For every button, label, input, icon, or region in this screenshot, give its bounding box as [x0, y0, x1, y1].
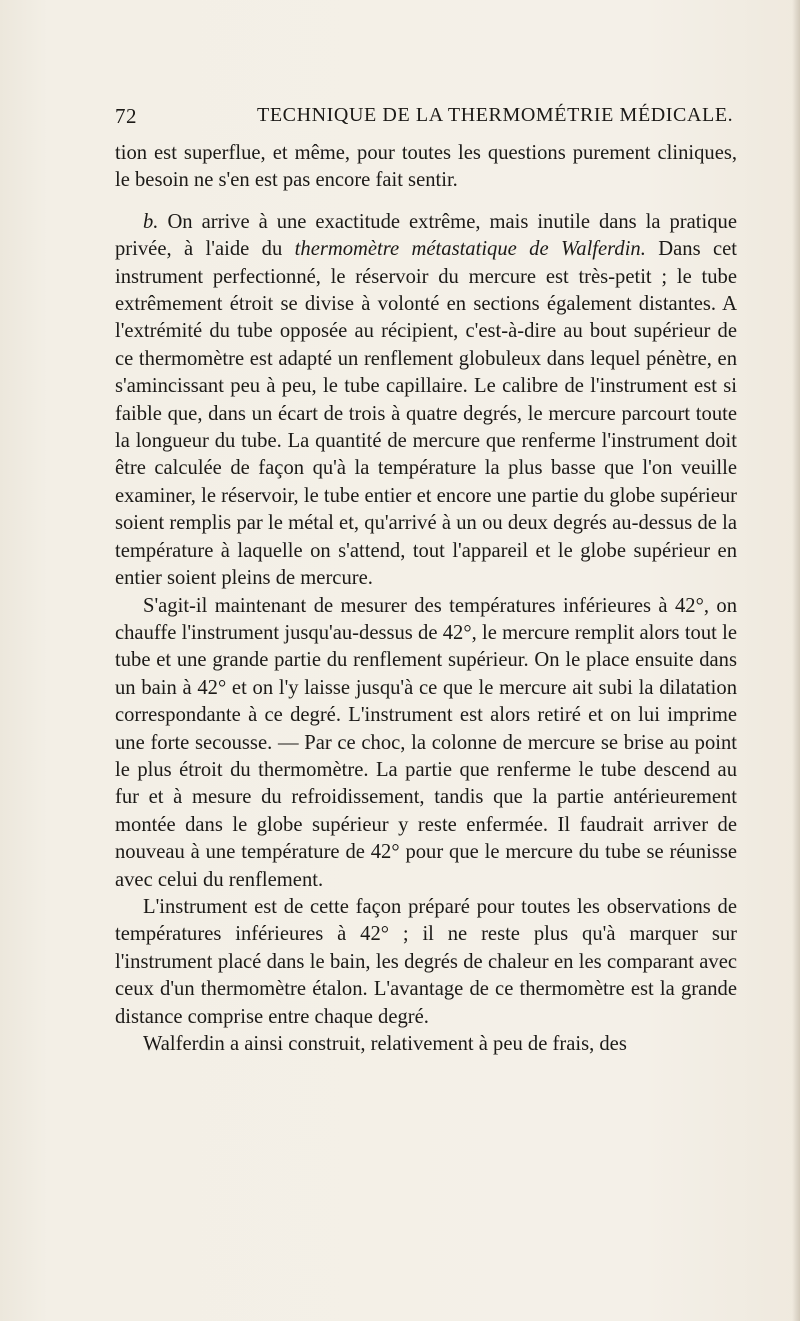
- paragraph-continuation: tion est superflue, et même, pour toutes les questions purement cliniques, le besoin ne s'en est pas encore fait sentir.: [115, 142, 737, 192]
- paragraph-calibration: L'instrument est de cette façon préparé pour toutes les observations de températures inférieures à 42° ; il ne reste plus qu'à marquer sur l'instrument placé dans le bain, les degrés de chaleur en les comparant avec ceux d'un thermomètre étalon. L'avantage de ce thermomètre est la grande distance comprise entre chaque degré.: [115, 895, 737, 1028]
- paragraph-walferdin-intro: b. On arrive à une exactitude extrême, mais inutile dans la pratique privée, à l'aide du thermomètre métastatique de Walferdin. Dans cet instrument perfectionné, le réservoir du mercure est très-petit ; le tube extrêmement étroit se divise à volonté en sections également distantes. A l'extrémité du tube opposée au récipient, c'est-à-dire au bout supérieur de ce thermomètre est adapté un renflement globuleux dans lequel pénètre, en s'amincissant peu à peu, le tube capillaire. Le calibre de l'instrument est si faible que, dans un écart de trois à quatre degrés, le mercure parcourt toute la longueur du tube. La quantité de mercure que renferme l'instrument doit être calculée de façon qu'à la température la plus basse que l'on veuille examiner, le réservoir, le tube entier et encore une partie du globe supérieur soient remplis par le métal et, qu'arrivé à un ou deux degrés au-dessus de la température à laquelle on s'attend, tout l'appareil et le globe supérieur en entier soient pleins de mercure.: [115, 210, 737, 590]
- instrument-name: thermomètre métastatique de Walferdin.: [294, 238, 646, 261]
- running-head: TECHNIQUE DE LA THERMOMÉTRIE MÉDICALE.: [257, 104, 734, 126]
- page-header: [115, 104, 735, 134]
- page-number: 72: [115, 104, 137, 128]
- section-marker: b.: [143, 210, 159, 233]
- page-edge-shadow: [792, 0, 800, 1321]
- body-text: [115, 140, 737, 1058]
- paragraph-procedure: S'agit-il maintenant de mesurer des températures inférieures à 42°, on chauffe l'instrument jusqu'au-dessus de 42°, le mercure remplit alors tout le tube et une grande partie du renflement supérieur. On le place ensuite dans un bain à 42° et on l'y laisse jusqu'à ce que le mercure ait subi la dilatation correspondante à ce degré. L'instrument est alors retiré et on lui imprime une forte secousse. — Par ce choc, la colonne de mercure se brise au point le plus étroit du thermomètre. La partie que renferme le tube descend au fur et à mesure du refroidissement, tandis que la partie antérieurement montée dans le globe supérieur y reste enfermée. Il faudrait arriver de nouveau à une température de 42° pour que le mercure du tube se réunisse avec celui du renflement.: [115, 594, 737, 891]
- paragraph-final: Walferdin a ainsi construit, relativement à peu de frais, des: [143, 1033, 627, 1055]
